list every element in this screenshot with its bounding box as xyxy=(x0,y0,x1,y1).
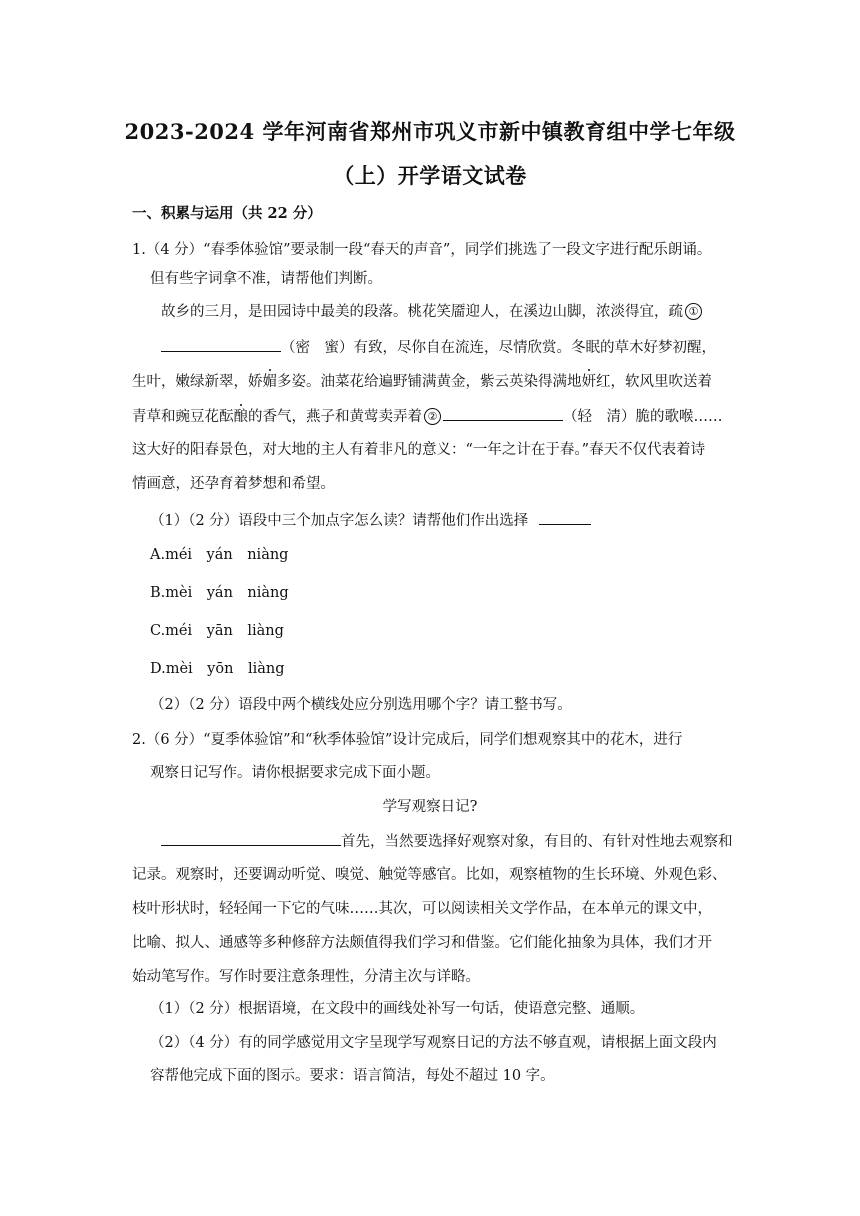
q2-passage-text: 首先，当然要选择好观察对象，有目的、有针对性地去观察和 xyxy=(341,834,733,850)
q2-passage-line3: 枝叶形状时，轻轻闻一下它的气味……其次，可以阅读相关文学作品，在本单元的课文中， xyxy=(132,901,712,917)
q1-passage-text: 生叶，嫩绿新翠，娇 xyxy=(132,374,263,390)
q1-passage-line6: 情画意，还孕育着梦想和希望。 xyxy=(132,476,335,492)
option-a: A.méi yán niàng xyxy=(150,547,289,563)
exam-title-line1: 2023-2024 学年河南省郑州市巩义市新中镇教育组中学七年级 xyxy=(124,119,736,144)
section-heading: 一、积累与运用（共 22 分） xyxy=(132,205,322,222)
blank-marker-2: ② xyxy=(424,408,441,425)
q1-passage-text: 的香气，燕子和黄莺卖弄着 xyxy=(248,409,422,425)
answer-blank-1[interactable] xyxy=(161,337,281,352)
answer-blank-2[interactable] xyxy=(443,406,563,421)
exam-title-line2: （上）开学语文试卷 xyxy=(333,163,527,188)
option-d: D.mèi yōn liàng xyxy=(150,661,285,677)
q2-sub1: （1）（2 分）根据语境，在文段中的画线处补写一句话，使语意完整、通顺。 xyxy=(150,1001,645,1017)
option-b: B.mèi yán niàng xyxy=(150,585,289,601)
q1-hint-2: （轻 清）脆的歌喉…… xyxy=(563,409,723,425)
q1-passage-line5: 这大好的阳春景色，对大地的主人有着非凡的意义：“一年之计在于春。”春天不仅代表着诗 xyxy=(132,442,706,458)
q1-sub2: （2）（2 分）语段中两个横线处应分别选用哪个字？请工整书写。 xyxy=(150,697,572,713)
q1-sub1 xyxy=(150,510,591,531)
q1-stem-line2: 但有些字词拿不准，请帮他们判断。 xyxy=(150,271,382,287)
q2-sub2-line1: （2）（4 分）有的同学感觉用文字呈现学写观察日记的方法不够直观，请根据上面文段内 xyxy=(150,1035,717,1051)
q2-sub2-line2: 容帮他完成下面的图示。要求：语言简洁，每处不超过 10 字。 xyxy=(150,1068,555,1084)
q2-stem-line1: 2.（6 分）“夏季体验馆”和“秋季体验馆”设计完成后，同学们想观察其中的花木，进行 xyxy=(132,732,683,748)
dotted-char-2: 妍 xyxy=(581,374,596,390)
q2-passage-line1 xyxy=(161,831,733,852)
q2-stem-line2: 观察日记写作。请你根据要求完成下面小题。 xyxy=(150,765,440,781)
option-c: C.méi yān liàng xyxy=(150,623,284,639)
q2-passage-line2: 记录。观察时，还要调动听觉、嗅觉、触觉等感官。比如，观察植物的生长环境、外观色彩、 xyxy=(132,867,727,883)
blank-marker-1: ① xyxy=(685,303,702,320)
q1-passage-text: 多姿。油菜花给遍野铺满黄金，紫云英染得满地 xyxy=(277,374,582,390)
q1-passage-line1 xyxy=(161,302,704,322)
q1-passage-text: 故乡的三月，是田园诗中最美的段落。桃花笑靥迎人，在溪边山脚，浓淡得宜，疏 xyxy=(161,304,683,320)
q1-passage-text: 红，软风里吹送着 xyxy=(596,374,712,390)
q2-passage-title: 学写观察日记? xyxy=(382,799,478,815)
q1-stem-line1: 1.（4 分）“春季体验馆”要录制一段“春天的声音”，同学们挑选了一段文字进行配乐朗诵。 xyxy=(132,242,712,258)
q2-passage-line5: 始动笔写作。写作时要注意条理性，分清主次与详略。 xyxy=(132,969,480,985)
q1-passage-line3 xyxy=(132,372,712,392)
answer-blank-sentence[interactable] xyxy=(161,831,341,846)
q1-passage-line2 xyxy=(161,337,716,358)
q1-passage-line4 xyxy=(132,406,723,427)
q2-passage-line4: 比喻、拟人、通感等多种修辞方法颇值得我们学习和借鉴。它们能化抽象为具体，我们才开 xyxy=(132,935,712,951)
q1-passage-text: 青草和豌豆花酝 xyxy=(132,409,234,425)
dotted-char-1: 媚 xyxy=(262,374,277,390)
answer-blank-choice[interactable] xyxy=(539,510,591,525)
q1-hint-1: （密 蜜）有致，尽你自在流连，尽情欣赏。冬眠的草木好梦初醒， xyxy=(281,340,716,356)
q1-sub1-text: （1）（2 分）语段中三个加点字怎么读？请帮他们作出选择 xyxy=(150,513,529,529)
dotted-char-3: 酿 xyxy=(233,409,248,425)
